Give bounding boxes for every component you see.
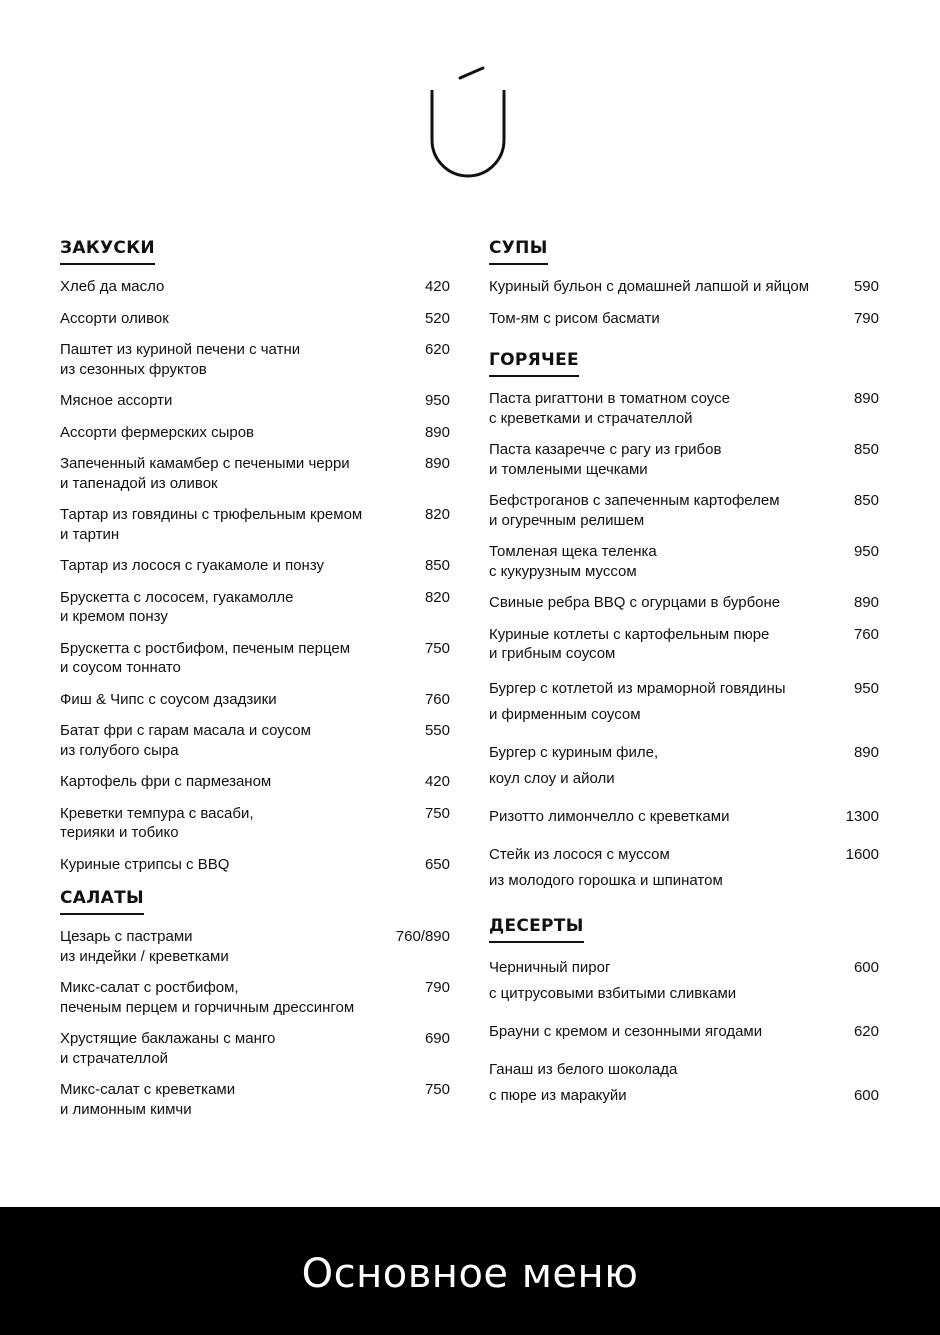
menu-item bbox=[60, 588, 450, 627]
menu-item-name-line: из индейки / креветками bbox=[60, 947, 229, 965]
section-title-supy: СУПЫ bbox=[489, 238, 548, 265]
menu-item-name bbox=[60, 277, 388, 297]
menu-list-deserty bbox=[489, 955, 879, 1109]
menu-item-name-line: Картофель фри с пармезаном bbox=[60, 773, 272, 790]
menu-item-price: 760 bbox=[853, 625, 879, 643]
menu-item bbox=[489, 542, 879, 581]
menu-item-price: 600 bbox=[853, 1086, 879, 1104]
section-title-salaty: САЛАТЫ bbox=[60, 888, 144, 915]
menu-item-name bbox=[60, 639, 388, 678]
menu-item bbox=[60, 721, 450, 760]
menu-item-name-line: Куриный бульон с домашней лапшой и яйцом bbox=[489, 278, 810, 295]
menu-item-name bbox=[60, 505, 388, 544]
menu-item-name-line: Микс-салат с ростбифом, bbox=[60, 979, 239, 996]
menu-item-name bbox=[489, 309, 817, 329]
menu-item-name bbox=[489, 440, 817, 479]
menu-item-price: 950 bbox=[853, 679, 879, 697]
menu-item bbox=[60, 556, 450, 576]
menu-item-price: 820 bbox=[424, 506, 450, 523]
menu-item-name-line: Брускетта с лососем, гуакамолле bbox=[60, 588, 294, 606]
menu-item-price: 1300 bbox=[845, 807, 879, 825]
menu-item-price: 750 bbox=[424, 1081, 450, 1098]
section-title-goryachee: ГОРЯЧЕЕ bbox=[489, 350, 579, 377]
menu-item-name bbox=[489, 1057, 817, 1109]
left-column bbox=[60, 238, 450, 1131]
menu-item-price: 750 bbox=[424, 804, 450, 822]
menu-item-name-line: Черничный пирог bbox=[489, 958, 611, 976]
menu-item-name-line: Бургер с куриным филе, bbox=[489, 743, 659, 761]
menu-item-price: 760 bbox=[424, 690, 450, 708]
menu-item bbox=[60, 855, 450, 875]
section-goryachee bbox=[489, 350, 879, 894]
menu-item-name-line: и соусом тоннато bbox=[60, 659, 181, 676]
menu-item-name-line: Ризотто лимончелло с креветками bbox=[489, 807, 730, 825]
menu-item-name-line: Бефстроганов с запеченным картофелем bbox=[489, 492, 780, 509]
menu-item-name-line: Куриные стрипсы с BBQ bbox=[60, 855, 230, 873]
menu-item bbox=[489, 309, 879, 329]
menu-item bbox=[60, 277, 450, 297]
menu-item-price: 420 bbox=[424, 773, 450, 790]
menu-item-name-line: и грибным соусом bbox=[489, 645, 616, 662]
menu-item-name bbox=[60, 855, 388, 875]
menu-item-name-line: Брускетта с ростбифом, печеным перцем bbox=[60, 639, 351, 657]
menu-item bbox=[60, 1029, 450, 1068]
menu-item-name-line: Паштет из куриной печени с чатни bbox=[60, 341, 301, 358]
menu-item-name-line: с пюре из маракуйи bbox=[489, 1086, 627, 1104]
menu-item-name-line: из голубого сыра bbox=[60, 741, 179, 759]
menu-item-name-line: Запеченный камамбер с печеными черри bbox=[60, 455, 350, 472]
menu-item-name-line: Томленая щека теленка bbox=[489, 543, 657, 560]
menu-item-name-line: Куриные котлеты с картофельным пюре bbox=[489, 625, 770, 643]
menu-item-name-line: Хрустящие баклажаны с манго bbox=[60, 1030, 276, 1047]
section-salaty bbox=[60, 888, 450, 1119]
menu-item-name bbox=[489, 1019, 817, 1045]
menu-item bbox=[489, 804, 879, 830]
menu-item bbox=[489, 491, 879, 530]
menu-item bbox=[60, 804, 450, 843]
menu-item bbox=[489, 625, 879, 664]
menu-item-name bbox=[60, 978, 388, 1017]
menu-item-price: 600 bbox=[853, 958, 879, 976]
section-supy bbox=[489, 238, 879, 328]
menu-item bbox=[60, 391, 450, 411]
menu-item bbox=[489, 1057, 879, 1109]
u-acute-logo-icon bbox=[420, 62, 516, 186]
menu-item bbox=[60, 927, 450, 966]
menu-item bbox=[60, 978, 450, 1017]
menu-item bbox=[489, 676, 879, 728]
right-column bbox=[489, 238, 879, 1121]
menu-item-name-line: Том-ям с рисом басмати bbox=[489, 309, 660, 327]
menu-item bbox=[60, 505, 450, 544]
menu-item-name-line: Микс-салат с креветками bbox=[60, 1081, 236, 1098]
menu-item-name-line: и страчателлой bbox=[60, 1049, 169, 1067]
section-deserty bbox=[489, 916, 879, 1109]
menu-item-name bbox=[489, 277, 817, 297]
menu-item-name-line: с креветками и страчателлой bbox=[489, 409, 693, 427]
menu-item-price: 520 bbox=[424, 309, 450, 327]
menu-item-name bbox=[489, 542, 817, 581]
menu-item-price: 420 bbox=[424, 278, 450, 295]
menu-item-name bbox=[60, 721, 388, 760]
menu-item-price: 1600 bbox=[845, 845, 879, 863]
menu-item-price: 890 bbox=[853, 743, 879, 761]
menu-item bbox=[60, 423, 450, 443]
menu-item-name-line: Цезарь с пастрами bbox=[60, 928, 193, 945]
menu-item-name-line: Ассорти фермерских сыров bbox=[60, 423, 255, 441]
menu-item-price: 890 bbox=[424, 423, 450, 441]
menu-item-name bbox=[60, 804, 388, 843]
menu-item-price: 890 bbox=[853, 594, 879, 611]
menu-item bbox=[60, 1080, 450, 1119]
menu-item-name bbox=[489, 955, 817, 1007]
menu-item-name-line: и томлеными щечками bbox=[489, 460, 648, 478]
menu-item-price: 690 bbox=[424, 1030, 450, 1047]
menu-item-name-line: и кремом понзу bbox=[60, 608, 168, 625]
menu-item-name-line: коул слоу и айоли bbox=[489, 769, 615, 787]
menu-item-price: 950 bbox=[424, 392, 450, 409]
menu-item-name-line: Бургер с котлетой из мраморной говядины bbox=[489, 679, 786, 697]
section-title-deserty: ДЕСЕРТЫ bbox=[489, 916, 584, 943]
menu-item-name bbox=[60, 1080, 388, 1119]
menu-list-zakuski bbox=[60, 277, 450, 874]
menu-item-name bbox=[60, 423, 388, 443]
menu-item-price: 790 bbox=[424, 979, 450, 996]
section-zakuski bbox=[60, 238, 450, 874]
menu-item-name bbox=[60, 690, 388, 710]
menu-list-supy bbox=[489, 277, 879, 328]
menu-item bbox=[489, 277, 879, 297]
menu-item bbox=[489, 593, 879, 613]
menu-item bbox=[489, 740, 879, 792]
menu-item-price: 850 bbox=[424, 557, 450, 574]
menu-item bbox=[489, 389, 879, 428]
menu-item-price: 890 bbox=[424, 455, 450, 472]
menu-item-price: 850 bbox=[853, 441, 879, 458]
section-title-zakuski: ЗАКУСКИ bbox=[60, 238, 155, 265]
menu-item-name-line: с цитрусовыми взбитыми сливками bbox=[489, 984, 737, 1002]
menu-item-price: 890 bbox=[853, 390, 879, 407]
menu-item-price: 590 bbox=[853, 278, 879, 295]
menu-item-price: 650 bbox=[424, 855, 450, 873]
menu-item bbox=[489, 955, 879, 1007]
menu-item-name-line: из сезонных фруктов bbox=[60, 360, 207, 378]
menu-item-name-line: Свиные ребра BBQ с огурцами в бурбоне bbox=[489, 594, 781, 611]
menu-item-name-line: печеным перцем и горчичным дрессингом bbox=[60, 998, 355, 1016]
menu-item-name bbox=[60, 454, 388, 493]
menu-item-price: 820 bbox=[424, 588, 450, 606]
menu-item-price: 550 bbox=[424, 722, 450, 739]
menu-item-name bbox=[60, 588, 388, 627]
menu-item-name bbox=[60, 1029, 388, 1068]
menu-item-name-line: Батат фри с гарам масала и соусом bbox=[60, 722, 311, 739]
menu-item-name-line: и огуречным релишем bbox=[489, 511, 645, 529]
footer-title: Основное меню bbox=[301, 1251, 639, 1297]
menu-item-name-line: и лимонным кимчи bbox=[60, 1100, 192, 1118]
menu-item-name-line: терияки и тобико bbox=[60, 824, 179, 841]
menu-item-name-line: Тартар из лосося с гуакамоле и понзу bbox=[60, 557, 325, 574]
menu-item-name bbox=[489, 804, 817, 830]
menu-item-name bbox=[489, 491, 817, 530]
menu-item-name-line: Фиш & Чипс с соусом дзадзики bbox=[60, 690, 277, 708]
menu-item-name-line: и фирменным соусом bbox=[489, 705, 641, 723]
menu-item-name-line: Ганаш из белого шоколада bbox=[489, 1060, 678, 1078]
menu-item-name bbox=[60, 556, 388, 576]
menu-item-price: 620 bbox=[853, 1022, 879, 1040]
menu-item-price: 790 bbox=[853, 309, 879, 327]
menu-item bbox=[60, 772, 450, 792]
menu-item-name-line: Тартар из говядины с трюфельным кремом bbox=[60, 506, 363, 523]
menu-list-salaty bbox=[60, 927, 450, 1119]
menu-item bbox=[60, 690, 450, 710]
menu-item-name-line: Креветки темпура с васаби, bbox=[60, 804, 254, 822]
menu-item-name-line: Хлеб да масло bbox=[60, 278, 165, 295]
footer-bar bbox=[0, 1207, 940, 1335]
menu-item-name bbox=[60, 309, 388, 329]
menu-item-name bbox=[489, 740, 817, 792]
menu-item-name-line: Мясное ассорти bbox=[60, 392, 173, 409]
menu-item-name-line: Брауни с кремом и сезонными ягодами bbox=[489, 1022, 763, 1040]
menu-item bbox=[489, 1019, 879, 1045]
menu-item-name bbox=[489, 389, 817, 428]
menu-item-price: 850 bbox=[853, 492, 879, 509]
menu-item-name-line: Стейк из лосося с муссом bbox=[489, 845, 670, 863]
menu-item bbox=[60, 454, 450, 493]
menu-item-name bbox=[60, 772, 388, 792]
menu-item-name bbox=[60, 927, 388, 966]
menu-item-price: 620 bbox=[424, 341, 450, 358]
menu-item-name-line: из молодого горошка и шпинатом bbox=[489, 871, 723, 889]
menu-item-name-line: Паста казаречче с рагу из грибов bbox=[489, 441, 722, 458]
menu-item-name-line: и тапенадой из оливок bbox=[60, 474, 218, 492]
menu-item bbox=[60, 639, 450, 678]
menu-item-name-line: с кукурузным муссом bbox=[489, 562, 637, 580]
menu-item-name bbox=[489, 625, 817, 664]
menu-item-name bbox=[489, 676, 817, 728]
menu-item-name-line: Паста ригаттони в томатном соусе bbox=[489, 390, 730, 407]
menu-item-name bbox=[489, 842, 817, 894]
menu-item-name-line: Ассорти оливок bbox=[60, 309, 169, 327]
menu-item bbox=[489, 440, 879, 479]
menu-item-name-line: и тартин bbox=[60, 525, 120, 543]
menu-item-price: 750 bbox=[424, 639, 450, 657]
menu-item bbox=[489, 842, 879, 894]
menu-item-price: 760/890 bbox=[395, 928, 450, 945]
menu-item bbox=[60, 309, 450, 329]
menu-item bbox=[60, 340, 450, 379]
menu-item-name bbox=[60, 340, 388, 379]
menu-item-price: 950 bbox=[853, 543, 879, 560]
menu-list-goryachee bbox=[489, 389, 879, 894]
menu-item-name bbox=[60, 391, 388, 411]
menu-item-name bbox=[489, 593, 817, 613]
